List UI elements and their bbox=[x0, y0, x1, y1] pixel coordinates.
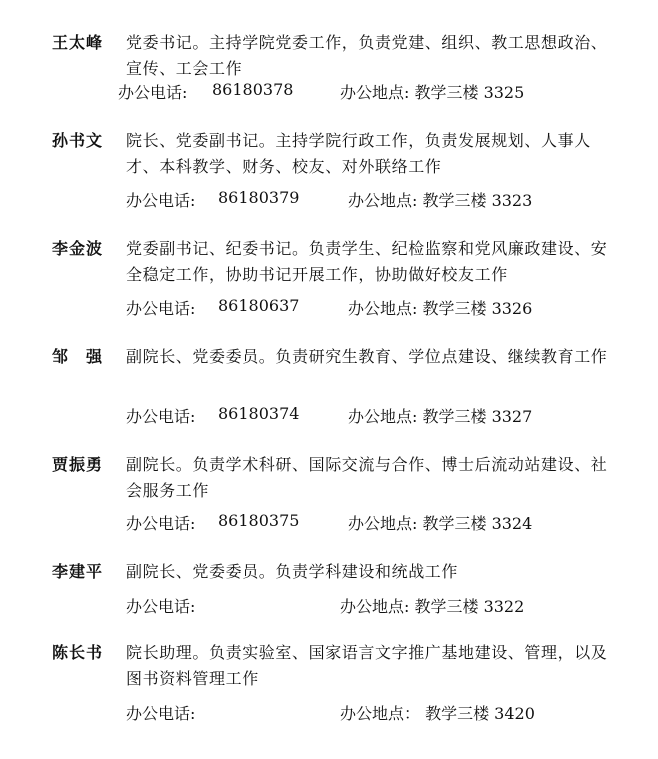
leader-name: 邹 强 bbox=[52, 347, 104, 366]
phone-label: 办公电话: bbox=[126, 704, 196, 723]
leader-name: 王太峰 bbox=[52, 33, 104, 52]
leader-duty: 院长助理。负责实验室、国家语言文字推广基地建设、管理，以及图书资料管理工作 bbox=[126, 643, 608, 688]
leader-name: 李建平 bbox=[52, 562, 104, 581]
leader-name: 贾振勇 bbox=[52, 455, 104, 474]
leader-duty: 副院长。负责学术科研、国际交流与合作、博士后流动站建设、社会服务工作 bbox=[126, 455, 608, 500]
leader-duty: 党委副书记、纪委书记。负责学生、纪检监察和党风廉政建设、安全稳定工作，协助书记开展工作，协助做好校友工作 bbox=[126, 239, 608, 284]
phone-label: 办公电话: bbox=[126, 191, 196, 210]
office-location: 办公地点: 教学三楼 3322 bbox=[340, 597, 525, 616]
leader-name: 李金波 bbox=[52, 239, 104, 258]
phone-label: 办公电话: bbox=[126, 597, 196, 616]
office-location: 办公地点: 教学三楼 3324 bbox=[348, 514, 533, 533]
leader-duty: 院长、党委副书记。主持学院行政工作，负责发展规划、人事人才、本科教学、财务、校友、对外联络工作 bbox=[126, 131, 591, 176]
phone-label: 办公电话: bbox=[126, 407, 196, 426]
office-location: 办公地点： 教学三楼 3420 bbox=[340, 704, 535, 723]
leader-duty: 党委书记。主持学院党委工作，负责党建、组织、教工思想政治、宣传、工会工作 bbox=[126, 33, 608, 78]
phone-number: 86180379 bbox=[218, 188, 300, 207]
phone-number: 86180375 bbox=[218, 511, 300, 530]
phone-label: 办公电话: bbox=[118, 83, 188, 102]
leader-name: 陈长书 bbox=[52, 643, 104, 662]
phone-number: 86180637 bbox=[218, 296, 300, 315]
office-location: 办公地点: 教学三楼 3323 bbox=[348, 191, 533, 210]
phone-label: 办公电话: bbox=[126, 299, 196, 318]
office-location: 办公地点: 教学三楼 3325 bbox=[340, 83, 525, 102]
office-location: 办公地点: 教学三楼 3327 bbox=[348, 407, 533, 426]
leader-duty: 副院长、党委委员。负责学科建设和统战工作 bbox=[126, 562, 459, 581]
phone-label: 办公电话: bbox=[126, 514, 196, 533]
leader-name: 孙书文 bbox=[52, 131, 104, 150]
phone-number: 86180378 bbox=[212, 80, 294, 99]
office-location: 办公地点: 教学三楼 3326 bbox=[348, 299, 533, 318]
phone-number: 86180374 bbox=[218, 404, 300, 423]
leader-duty: 副院长、党委委员。负责研究生教育、学位点建设、继续教育工作 bbox=[126, 347, 608, 366]
